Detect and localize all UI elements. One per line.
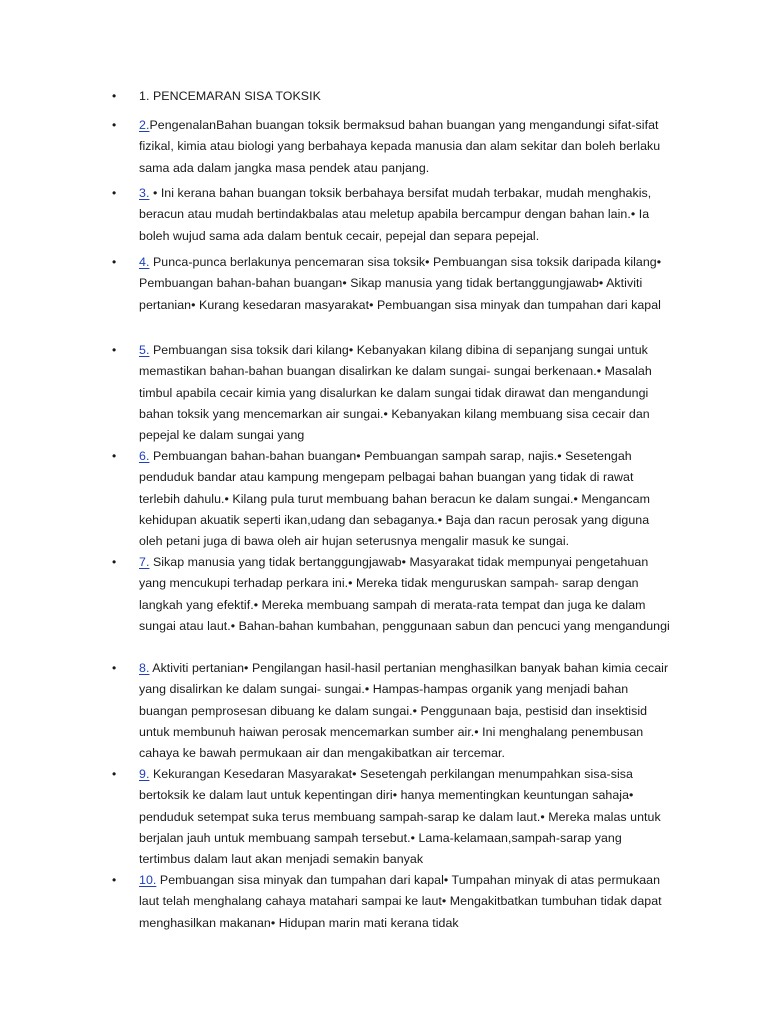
item-number-link[interactable]: 10. bbox=[139, 873, 157, 887]
list-item-text bbox=[139, 764, 674, 870]
item-body: • Ini kerana bahan buangan toksik berbahaya bersifat mudah terbakar, mudah menghakis, beracun atau mudah bertindakbalas atau meletup apabila bercampur dengan bahan lain.• Ia boleh wujud sama ada dalam bentuk cecair, pepejal dan separa pepejal. bbox=[139, 186, 652, 243]
item-number-link[interactable]: 3. bbox=[139, 186, 150, 200]
list-item-text bbox=[139, 552, 674, 637]
bullet: • bbox=[112, 661, 117, 675]
bullet: • bbox=[112, 186, 117, 200]
item-number-link[interactable]: 4. bbox=[139, 255, 150, 269]
bullet: • bbox=[112, 449, 117, 463]
list-item-text bbox=[139, 870, 674, 934]
list-item-text bbox=[139, 86, 674, 107]
item-number-link[interactable]: 7. bbox=[139, 555, 150, 569]
item-number-link[interactable]: 8. bbox=[139, 661, 150, 675]
item-body: PengenalanBahan buangan toksik bermaksud bahan buangan yang mengandungi sifat-sifat fizikal, kimia atau biologi yang berbahaya kepada manusia dan alam sekitar dan boleh berlaku sama ada dalam jangka masa pendek atau panjang. bbox=[139, 118, 661, 175]
list-item-text bbox=[139, 446, 674, 552]
list-item-text bbox=[139, 183, 674, 247]
item-body: Pembuangan bahan-bahan buangan• Pembuangan sampah sarap, najis.• Sesetengah penduduk bandar atau kampung mengepam pelbagai bahan buangan yang tidak di rawat terlebih dahulu.• Kilang pula turut membuang bahan beracun ke dalam sungai.• Mengancam kehidupan akuatik seperti ikan,udang dan sebaganya.• Baja dan racun perosak yang diguna oleh petani juga di bawa oleh air hujan seterusnya mengalir masuk ke sungai. bbox=[139, 449, 650, 549]
item-body: Aktiviti pertanian• Pengilangan hasil-hasil pertanian menghasilkan banyak bahan kimia cecair yang disalirkan ke dalam sungai- sungai.• Hampas-hampas organik yang menjadi bahan buangan pemprosesan dibuang ke dalam sungai.• Penggunaan baja, pestisid dan insektisid untuk membunuh haiwan perosak mencemarkan sumber air.• Ini menghalang penembusan cahaya ke bawah permukaan air dan mengakibatkan air tercemar. bbox=[139, 661, 669, 761]
item-number-link[interactable]: 6. bbox=[139, 449, 150, 463]
item-number-link[interactable]: 2. bbox=[139, 118, 150, 132]
bullet: • bbox=[112, 255, 117, 269]
bullet: • bbox=[112, 767, 117, 781]
item-body: Sikap manusia yang tidak bertanggungjawab• Masyarakat tidak mempunyai pengetahuan yang mencukupi terhadap perkara ini.• Mereka tidak menguruskan sampah- sarap dengan langkah yang efektif.• Mereka membuang sampah di merata-rata tempat dan juga ke dalam sungai atau laut.• Bahan-bahan kumbahan, penggunaan sabun dan pencuci yang mengandungi bbox=[139, 555, 670, 633]
list-item-text bbox=[139, 658, 674, 764]
list-item-text bbox=[139, 115, 674, 179]
item-body: Kekurangan Kesedaran Masyarakat• Sesetengah perkilangan menumpahkan sisa-sisa bertoksik ke dalam laut untuk kepentingan diri• hanya mementingkan keuntungan sahaja• penduduk setempat suka terus membuang sampah-sarap ke dalam laut.• Mereka malas untuk berjalan jauh untuk membuang sampah tersebut.• Lama-kelamaan,sampah-sarap yang tertimbus dalam laut akan menjadi semakin banyak bbox=[139, 767, 661, 867]
item-body: PENCEMARAN SISA TOKSIK bbox=[152, 89, 321, 103]
bullet: • bbox=[112, 118, 117, 132]
bullet: • bbox=[112, 555, 117, 569]
item-body: Pembuangan sisa minyak dan tumpahan dari kapal• Tumpahan minyak di atas permukaan laut telah menghalang cahaya matahari sampai ke laut• Mengakitbatkan tumbuhan tidak dapat menghasilkan makanan• Hidupan marin mati kerana tidak bbox=[139, 873, 662, 930]
bullet: • bbox=[112, 89, 117, 103]
item-number-link[interactable]: 9. bbox=[139, 767, 150, 781]
list-item-text bbox=[139, 252, 674, 316]
list-item-text bbox=[139, 340, 674, 446]
bullet: • bbox=[112, 873, 117, 887]
item-number-link[interactable]: 5. bbox=[139, 343, 150, 357]
item-number: 1. bbox=[139, 89, 150, 103]
item-body: Punca-punca berlakunya pencemaran sisa toksik• Pembuangan sisa toksik daripada kilang• Pembuangan bahan-bahan buangan• Sikap manusia yang tidak bertanggungjawab• Aktiviti pertanian• Kurang kesedaran masyarakat• Pembuangan sisa minyak dan tumpahan dari kapal bbox=[139, 255, 662, 312]
bullet: • bbox=[112, 343, 117, 357]
item-body: Pembuangan sisa toksik dari kilang• Kebanyakan kilang dibina di sepanjang sungai untuk memastikan bahan-bahan buangan disalirkan ke dalam sungai- sungai berkenaan.• Masalah timbul apabila cecair kimia yang disalurkan ke dalam sungai tidak dirawat dan mengandungi bahan toksik yang mencemarkan air sungai.• Kebanyakan kilang membuang sisa cecair dan pepejal ke dalam sungai yang bbox=[139, 343, 652, 443]
